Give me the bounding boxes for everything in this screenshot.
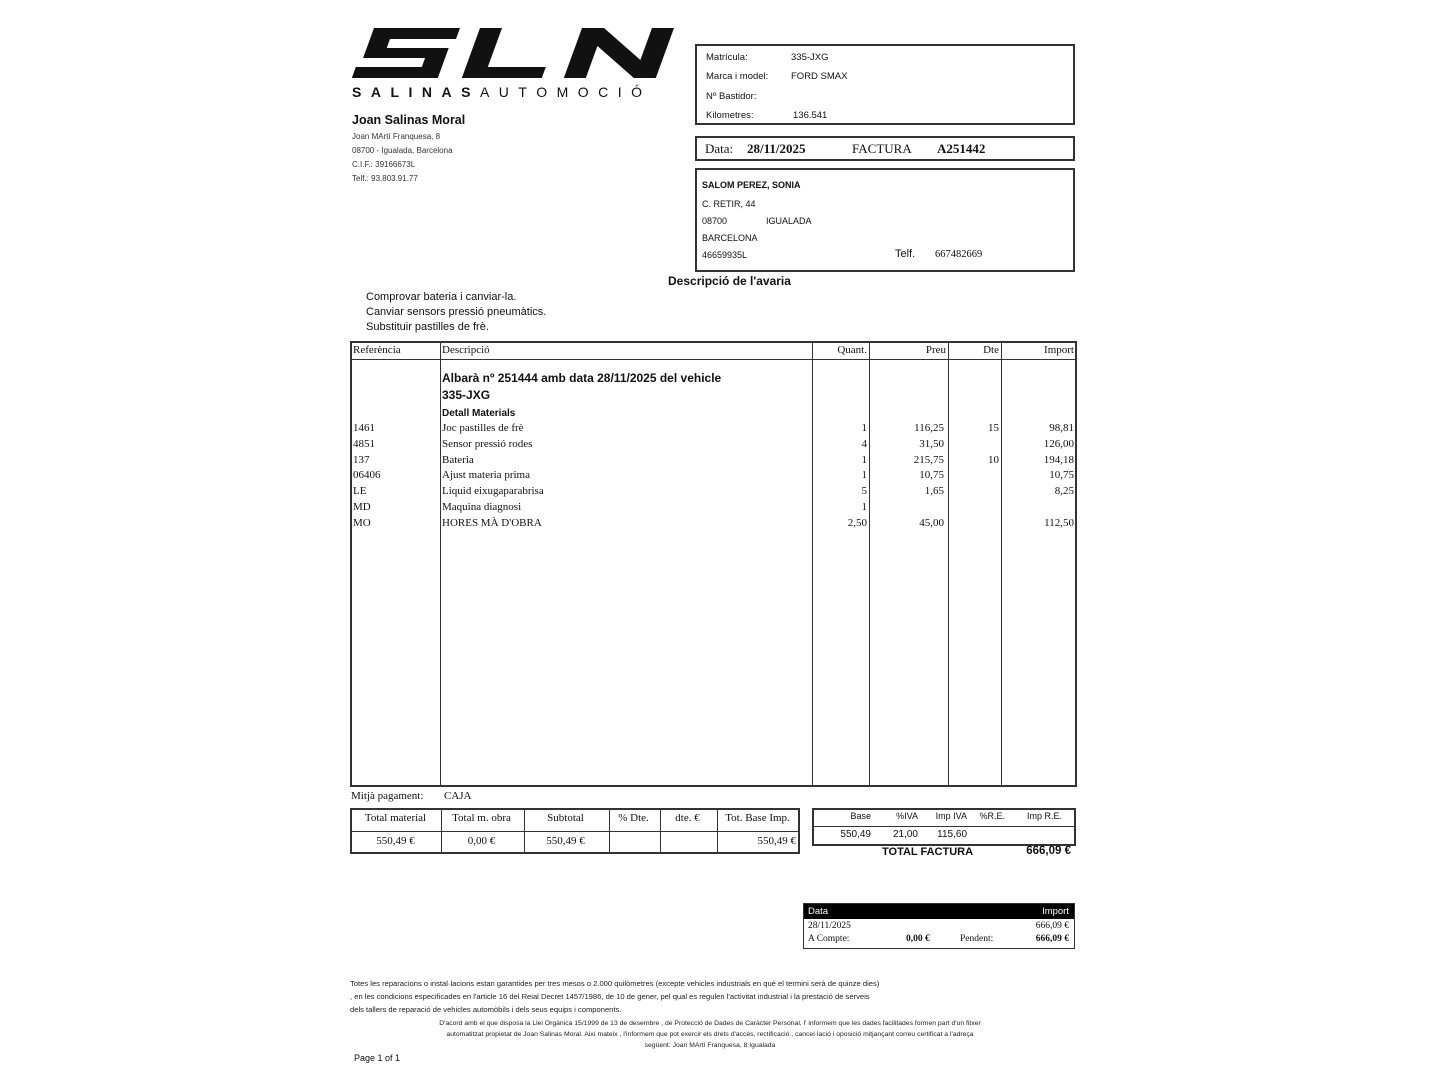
cell-disc: 15 — [988, 422, 999, 434]
privacy-line: següent: Joan MArtí Franquesa, 8 Igualada — [644, 1042, 776, 1049]
customer-phone: 667482669 — [935, 249, 983, 260]
company-logo — [352, 28, 682, 78]
cell-amount: 112,50 — [1044, 516, 1074, 529]
company-logo-subtitle: SALINASAUTOMOCIÓ — [352, 84, 652, 100]
customer-zip: 08700 — [702, 216, 728, 226]
fault-title: Descripció de l'avaria — [668, 274, 791, 288]
invoice-type: FACTURA — [852, 141, 912, 156]
warranty-line: Totes les reparacions o instal·lacions estan garantides per tres mesos o 2.000 quilòmetres (excepte vehicles industrials en què el termini serà de quinze dies) — [350, 979, 880, 988]
cell-ref: MD — [353, 501, 371, 513]
items-table — [350, 341, 1077, 787]
privacy-line: D'acord amb el que disposa la Llei Orgànica 15/1999 de 13 de desembre , de Protecció de Dades de Caràcter Personal, l' informem que les dades facilitades formen part d'un fitxer — [439, 1020, 981, 1027]
km-value: 136.541 — [793, 110, 828, 121]
cell-amount: 98,81 — [1049, 422, 1074, 434]
customer-nif: 46659935L — [702, 250, 748, 260]
tax-header: Base — [850, 811, 871, 821]
cell-amount: 194,18 — [1043, 453, 1074, 466]
fault-description — [366, 290, 546, 335]
cell-desc: HORES MÀ D'OBRA — [442, 516, 542, 529]
total-header: Total material — [364, 812, 427, 824]
cell-price: 45,00 — [919, 516, 944, 529]
albara-heading — [442, 370, 721, 404]
total-value: 550,49 € — [546, 835, 585, 847]
date-label: Data: — [705, 141, 734, 156]
cell-desc: Joc pastilles de frè — [442, 422, 524, 434]
col-discount: Dte — [983, 344, 999, 356]
table-row — [352, 517, 1075, 533]
privacy-line: automatitzat propietat de Joan Salinas Moral. Així mateix , l'informem que pot exercir els drets d'accés, rectificació , cancel·lació i oposició mitjançant correu certificat a l'adreça — [446, 1031, 974, 1038]
warranty-line: , en les condicions especificades en l'article 16 del Reial Decret 1457/1986, de 10 de gener, pel qual es regulen l'activitat industrial i la prestació de serveis — [350, 992, 870, 1001]
cell-price: 1,65 — [924, 485, 944, 498]
table-row — [352, 422, 1075, 438]
cell-disc: 10 — [988, 453, 999, 466]
company-address: Joan MArtí Franquesa, 8 — [352, 132, 441, 141]
warranty-text — [350, 977, 879, 1016]
privacy-text — [370, 1018, 1050, 1051]
warranty-line: dels tallers de reparació de vehicles automòbils i dels seus equips i components. — [350, 1005, 622, 1014]
fault-line: Substituir pastilles de frè. — [366, 321, 489, 333]
pending-amount: 666,09 € — [1035, 934, 1069, 944]
col-reference: Referència — [353, 344, 401, 356]
cell-desc: Bateria — [442, 453, 474, 466]
cell-amount: 126,00 — [1043, 437, 1074, 450]
company-phone: Telf.: 93.803.91.77 — [352, 174, 418, 183]
model-value: FORD SMAX — [791, 71, 848, 82]
company-cif: C.I.F.: 39166673L — [352, 160, 416, 169]
tax-value: 115,60 — [937, 829, 967, 840]
due-date-header: Data — [808, 906, 829, 917]
table-row — [352, 501, 1075, 517]
total-value: 550,49 € — [757, 835, 796, 847]
cell-ref: 1461 — [353, 422, 375, 434]
tax-header: %IVA — [896, 811, 918, 821]
company-city: 08700 - Igualada, Barcelona — [352, 146, 453, 155]
total-amount: 666,09 € — [1026, 845, 1071, 857]
cell-price: 31,50 — [919, 437, 944, 450]
cell-amount: 8,25 — [1054, 485, 1074, 498]
total-header: Subtotal — [547, 812, 584, 824]
customer-box — [695, 168, 1075, 272]
fault-line: Canviar sensors pressió pneumàtics. — [366, 306, 547, 318]
payment-label: Mitjà pagament: — [351, 790, 424, 802]
total-header: % Dte. — [618, 812, 649, 824]
total-header: Total m. obra — [452, 812, 511, 824]
due-amount-header: Import — [1042, 906, 1069, 917]
col-price: Preu — [925, 344, 946, 356]
total-header: Tot. Base Imp. — [725, 812, 790, 824]
model-label: Marca i model: — [706, 71, 769, 82]
vin-label: Nº Bastidor: — [706, 91, 757, 102]
col-quantity: Quant. — [837, 344, 867, 356]
cell-price: 116,25 — [914, 422, 944, 434]
tax-header: Imp IVA — [935, 811, 967, 821]
cell-qty: 1 — [861, 501, 867, 513]
cell-desc: Sensor pressió rodes — [442, 437, 533, 450]
table-row — [352, 469, 1075, 485]
cell-qty: 4 — [861, 437, 867, 450]
due-date: 28/11/2025 — [808, 921, 851, 931]
cell-price: 10,75 — [919, 469, 944, 482]
tax-header: %R.E. — [979, 811, 1005, 821]
table-row — [352, 485, 1075, 501]
cell-ref: LE — [353, 485, 367, 498]
company-name: Joan Salinas Moral — [352, 113, 466, 127]
table-row — [352, 438, 1075, 454]
cell-qty: 5 — [861, 485, 867, 498]
due-amount: 666,09 € — [1035, 921, 1069, 931]
cell-desc: Ajust materia prima — [442, 469, 530, 482]
plate-value: 335-JXG — [791, 52, 829, 63]
table-header — [352, 344, 1075, 360]
invoice-date: 28/11/2025 — [747, 141, 806, 156]
cell-ref: 4851 — [353, 437, 375, 450]
cell-qty: 2,50 — [847, 516, 867, 529]
table-row — [352, 454, 1075, 470]
col-amount: Import — [1044, 344, 1074, 356]
fault-line: Comprovar bateria i canviar-la. — [366, 291, 517, 303]
customer-province: BARCELONA — [702, 233, 758, 243]
cell-qty: 1 — [861, 453, 867, 466]
tax-value: 21,00 — [892, 829, 918, 840]
albara-plate: 335-JXG — [442, 388, 491, 402]
page-number: Page 1 of 1 — [354, 1053, 401, 1063]
pending-label: Pendent: — [960, 934, 994, 944]
cell-ref: MO — [353, 516, 371, 529]
albara-title: Albarà nº 251444 amb data 28/11/2025 del vehicle — [442, 371, 722, 385]
customer-phone-label: Telf. — [895, 248, 916, 260]
cell-price: 215,75 — [913, 453, 944, 466]
cell-desc: Liquid eixugaparabrisa — [442, 485, 544, 498]
total-value: 550,49 € — [376, 835, 415, 847]
plate-label: Matrícula: — [706, 52, 748, 63]
cell-qty: 1 — [861, 469, 867, 482]
invoice-number: A251442 — [937, 141, 986, 156]
total-value: 0,00 € — [467, 835, 496, 847]
invoice-header-box — [695, 136, 1075, 161]
col-description: Descripció — [442, 344, 490, 356]
tax-table — [812, 808, 1076, 846]
paid-amount: 0,00 € — [906, 934, 930, 944]
section-title: Detall Materials — [442, 408, 516, 419]
total-header: dte. € — [675, 812, 700, 824]
customer-name: SALOM PEREZ, SONIA — [702, 180, 801, 190]
vehicle-box — [695, 44, 1075, 125]
tax-header: Imp R.E. — [1026, 811, 1062, 821]
paid-label: A Compte: — [808, 934, 850, 944]
total-label: TOTAL FACTURA — [882, 846, 974, 858]
cell-amount: 10,75 — [1049, 469, 1074, 482]
tax-value: 550,49 — [840, 829, 871, 840]
due-box — [803, 903, 1075, 949]
customer-city: IGUALADA — [766, 216, 812, 226]
totals-table — [350, 808, 800, 854]
cell-qty: 1 — [861, 422, 867, 434]
cell-ref: 06406 — [353, 469, 381, 482]
payment-method: CAJA — [444, 790, 472, 802]
cell-desc: Maquina diagnosi — [442, 501, 522, 513]
customer-address: C. RETIR, 44 — [702, 199, 756, 209]
km-label: Kilometres: — [706, 110, 754, 121]
cell-ref: 137 — [353, 453, 370, 466]
